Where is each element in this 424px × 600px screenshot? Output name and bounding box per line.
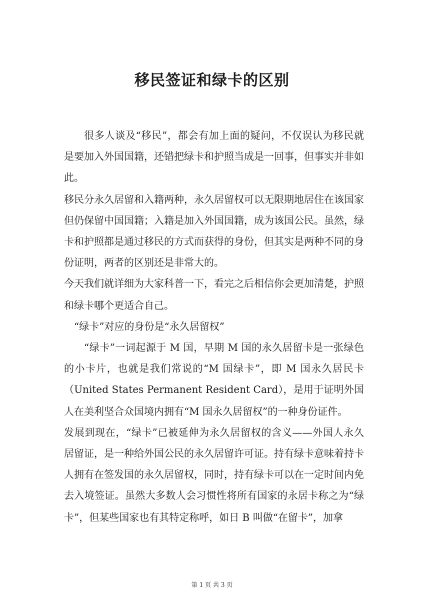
paragraph-intro: 很多人谈及“移民”，都会有加上面的疑问，不仅误认为移民就是要加入外国国籍，还错把绿卡和护照当成是一回事，但事实并非如此。 xyxy=(64,131,364,185)
paragraph-green-card-origin: “绿卡”一词起源于 M 国，早期 M 国的永久居留卡是一张绿色的小卡片，也就是我们常说的“M 国绿卡”，即 M 国永久居民卡（United States Permanent Resident Card），是用于证明外国人在美利坚合众国境内拥有“M 国永久居留权”的一种身份证件。 xyxy=(64,343,364,418)
paragraph-green-card-development: 发展到现在，“绿卡”已被延伸为永久居留权的含义——外国人永久居留证，是一种给外国公民的永久居留许可证。持有绿卡意味着持卡人拥有在签发国的永久居留权，同时，持有绿卡可以在一定时间内免去入境签证。虽然大多数人会习惯性将所有国家的永居卡称之为“绿卡”，但某些国家也有其特定称呼，如日 B 叫做“在留卡”，加拿 xyxy=(64,427,364,524)
paragraph-residence-types: 移民分永久居留和入籍两种，永久居留权可以无限期地居住在该国家但仍保留中国国籍；入籍是加入外国国籍，成为该国公民。虽然，绿卡和护照都是通过移民的方式而获得的身份，但其实是两种不同的身份证明，两者的区别还是非常大的。 xyxy=(64,194,364,270)
document-title: 移民签证和绿卡的区别 xyxy=(134,71,290,89)
page-number-footer: 第 1 页 共 3 页 xyxy=(191,582,233,589)
paragraph-today: 今天我们就详细为大家科普一下，看完之后相信你会更加清楚，护照和绿卡哪个更适合自己。 xyxy=(64,279,364,312)
section-heading-green-card: “绿卡”对应的身份是“永久居留权” xyxy=(74,321,225,333)
document-body xyxy=(64,126,364,529)
